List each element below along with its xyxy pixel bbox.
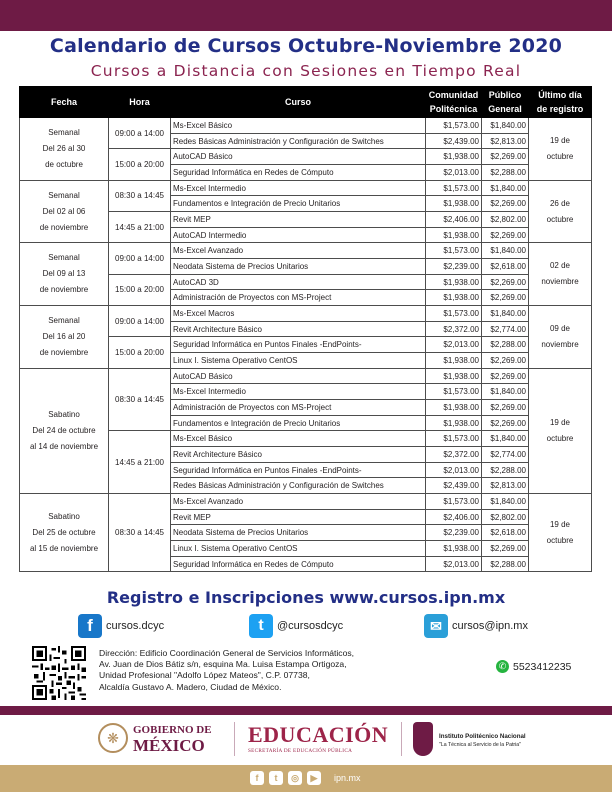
date-line: al 14 de noviembre: [29, 441, 99, 451]
date-line: Del 02 al 06: [42, 206, 86, 216]
ipn-logo: Instituto Politécnico Nacional "La Técnica al Servicio de la Patria": [439, 733, 526, 748]
price-publico-cell: $2,618.00: [482, 525, 529, 541]
facebook-contact[interactable]: [78, 613, 164, 639]
time-cell: 15:00 a 20:00: [109, 274, 171, 305]
course-name-cell: Ms-Excel Macros: [171, 306, 426, 322]
registration-deadline-cell: [529, 180, 592, 243]
date-line: Del 24 de octubre: [32, 425, 96, 435]
price-comunidad-cell: $1,938.00: [426, 274, 482, 290]
course-name-cell: Revit MEP: [171, 509, 426, 525]
price-publico-cell: $2,269.00: [482, 149, 529, 165]
date-line: Semanal: [48, 253, 80, 263]
deadline-line: 02 de: [549, 261, 571, 271]
course-name-cell: Linux I. Sistema Operativo CentOS: [171, 541, 426, 557]
price-publico-cell: $2,269.00: [482, 368, 529, 384]
logo-separator: [401, 722, 402, 756]
date-range-cell: [20, 494, 109, 572]
course-name-cell: Revit Architecture Básico: [171, 447, 426, 463]
course-name-cell: AutoCAD Básico: [171, 368, 426, 384]
course-name-cell: Administración de Proyectos con MS-Project: [171, 290, 426, 306]
price-comunidad-cell: $1,938.00: [426, 368, 482, 384]
header-hora: Hora: [109, 87, 171, 118]
price-comunidad-cell: $1,938.00: [426, 290, 482, 306]
date-line: Semanal: [48, 127, 80, 137]
deadline-line: octubre: [546, 214, 574, 224]
date-line: Semanal: [48, 190, 80, 200]
price-comunidad-cell: $1,573.00: [426, 431, 482, 447]
price-publico-cell: $2,269.00: [482, 400, 529, 416]
price-comunidad-cell: $1,938.00: [426, 227, 482, 243]
price-comunidad-cell: $1,573.00: [426, 494, 482, 510]
course-name-cell: Ms-Excel Intermedio: [171, 180, 426, 196]
price-comunidad-cell: $2,439.00: [426, 133, 482, 149]
facebook-handle[interactable]: cursos.dcyc: [106, 620, 165, 632]
price-publico-cell: $1,840.00: [482, 180, 529, 196]
deadline-line: octubre: [546, 433, 574, 443]
price-comunidad-cell: $2,239.00: [426, 259, 482, 275]
price-comunidad-cell: $2,239.00: [426, 525, 482, 541]
price-publico-cell: $2,269.00: [482, 541, 529, 557]
course-name-cell: AutoCAD Básico: [171, 149, 426, 165]
header-fecha: Fecha: [20, 87, 109, 118]
course-name-cell: Revit Architecture Básico: [171, 321, 426, 337]
date-range-cell: [20, 306, 109, 369]
qr-code[interactable]: [32, 646, 86, 700]
mexico-eagle-icon: ❋: [98, 723, 128, 753]
top-banner: [0, 0, 612, 31]
course-name-cell: Ms-Excel Intermedio: [171, 384, 426, 400]
price-comunidad-cell: $1,573.00: [426, 384, 482, 400]
email-contact[interactable]: [424, 613, 528, 639]
time-cell: 15:00 a 20:00: [109, 337, 171, 368]
gobierno-logo: GOBIERNO DE MÉXICO: [133, 724, 212, 755]
twitter-contact[interactable]: [249, 613, 343, 639]
price-comunidad-cell: $2,013.00: [426, 556, 482, 572]
date-line: al 15 de noviembre: [29, 543, 99, 553]
course-name-cell: Seguridad Informática en Puntos Finales -EndPoints-: [171, 462, 426, 478]
logo-separator: [234, 722, 235, 756]
price-publico-cell: $2,618.00: [482, 259, 529, 275]
deadline-line: 26 de: [549, 198, 571, 208]
deadline-line: 19 de: [549, 135, 571, 145]
price-comunidad-cell: $1,938.00: [426, 149, 482, 165]
deadline-line: 09 de: [549, 323, 571, 333]
date-line: de noviembre: [39, 285, 89, 295]
course-name-cell: Revit MEP: [171, 212, 426, 228]
registration-deadline-cell: [529, 118, 592, 181]
website-link[interactable]: ipn.mx: [334, 773, 361, 783]
price-comunidad-cell: $1,938.00: [426, 353, 482, 369]
table-row: [20, 243, 592, 259]
price-publico-cell: $2,288.00: [482, 337, 529, 353]
time-cell: 14:45 a 21:00: [109, 431, 171, 494]
table-row: [20, 180, 592, 196]
price-publico-cell: $2,774.00: [482, 321, 529, 337]
deadline-line: noviembre: [541, 277, 579, 287]
price-publico-cell: $2,269.00: [482, 415, 529, 431]
course-name-cell: Redes Básicas Administración y Configuración de Switches: [171, 478, 426, 494]
institution-logos: [0, 718, 612, 763]
address-line: Alcaldía Gustavo A. Madero, Ciudad de México.: [99, 681, 282, 692]
price-comunidad-cell: $1,573.00: [426, 180, 482, 196]
course-name-cell: Linux I. Sistema Operativo CentOS: [171, 353, 426, 369]
twitter-icon: t: [249, 614, 273, 638]
price-publico-cell: $1,840.00: [482, 494, 529, 510]
price-publico-cell: $2,813.00: [482, 133, 529, 149]
price-comunidad-cell: $2,406.00: [426, 212, 482, 228]
price-publico-cell: $1,840.00: [482, 306, 529, 322]
mail-icon: ✉: [424, 614, 448, 638]
registration-deadline-cell: [529, 494, 592, 572]
twitter-icon[interactable]: t: [269, 771, 283, 785]
registration-title: Registro e Inscripciones www.cursos.ipn.mx: [106, 588, 506, 607]
price-publico-cell: $2,288.00: [482, 462, 529, 478]
header-comunidad: Comunidad Politécnica: [426, 87, 482, 118]
course-name-cell: AutoCAD Intermedio: [171, 227, 426, 243]
price-publico-cell: $1,840.00: [482, 384, 529, 400]
time-cell: 08:30 a 14:45: [109, 180, 171, 211]
ipn-shield-icon: [413, 722, 433, 756]
price-publico-cell: $2,269.00: [482, 290, 529, 306]
price-publico-cell: $1,840.00: [482, 243, 529, 259]
course-name-cell: Seguridad Informática en Redes de Cómputo: [171, 165, 426, 181]
header-curso: Curso: [171, 87, 426, 118]
whatsapp-number[interactable]: 5523412235: [513, 660, 572, 673]
table-body: [20, 118, 592, 572]
address-line: Unidad Profesional "Adolfo López Mateos", C.P. 07738,: [99, 670, 310, 681]
price-publico-cell: $2,269.00: [482, 274, 529, 290]
price-comunidad-cell: $1,938.00: [426, 415, 482, 431]
price-publico-cell: $2,269.00: [482, 353, 529, 369]
address-block: [99, 648, 354, 693]
youtube-icon[interactable]: ▶: [307, 771, 321, 785]
price-publico-cell: $2,269.00: [482, 196, 529, 212]
price-publico-cell: $2,269.00: [482, 227, 529, 243]
date-line: Del 16 al 20: [42, 331, 86, 341]
price-comunidad-cell: $1,573.00: [426, 118, 482, 134]
date-line: de noviembre: [39, 347, 89, 357]
table-header-row: [20, 87, 592, 118]
price-publico-cell: $2,813.00: [482, 478, 529, 494]
time-cell: 08:30 a 14:45: [109, 494, 171, 572]
sep-logo: EDUCACIÓN SECRETARÍA DE EDUCACIÓN PÚBLICA: [248, 722, 389, 754]
price-comunidad-cell: $1,938.00: [426, 196, 482, 212]
course-name-cell: Fundamentos e Integración de Precio Unitarios: [171, 415, 426, 431]
table-row: [20, 368, 592, 384]
course-name-cell: Ms-Excel Básico: [171, 118, 426, 134]
address-line: Dirección: Edificio Coordinación General de Servicios Informáticos,: [99, 648, 355, 658]
page-title: Calendario de Cursos Octubre-Noviembre 2020: [49, 35, 563, 57]
course-name-cell: AutoCAD 3D: [171, 274, 426, 290]
date-line: Semanal: [48, 315, 80, 325]
price-publico-cell: $2,288.00: [482, 165, 529, 181]
date-range-cell: [20, 243, 109, 306]
price-publico-cell: $2,802.00: [482, 212, 529, 228]
table-row: [20, 306, 592, 322]
price-comunidad-cell: $1,938.00: [426, 400, 482, 416]
deadline-line: octubre: [546, 535, 574, 545]
time-cell: 09:00 a 14:00: [109, 243, 171, 274]
time-cell: 09:00 a 14:00: [109, 118, 171, 149]
time-cell: 09:00 a 14:00: [109, 306, 171, 337]
price-comunidad-cell: $2,013.00: [426, 337, 482, 353]
price-publico-cell: $2,802.00: [482, 509, 529, 525]
address-line: Av. Juan de Dios Bátiz s/n, esquina Ma. Luisa Estampa Ortigoza,: [99, 659, 347, 670]
course-name-cell: Redes Básicas Administración y Configuración de Switches: [171, 133, 426, 149]
table-row: [20, 494, 592, 510]
header-registro: Último día de registro: [529, 87, 592, 118]
price-comunidad-cell: $1,573.00: [426, 306, 482, 322]
course-name-cell: Seguridad Informática en Puntos Finales -EndPoints-: [171, 337, 426, 353]
date-line: de noviembre: [39, 222, 89, 232]
date-line: Del 25 de octubre: [32, 527, 96, 537]
table-row: [20, 118, 592, 134]
time-cell: 08:30 a 14:45: [109, 368, 171, 431]
email-address[interactable]: cursos@ipn.mx: [452, 620, 528, 632]
course-name-cell: Neodata Sistema de Precios Unitarios: [171, 259, 426, 275]
registration-deadline-cell: [529, 306, 592, 369]
course-name-cell: Seguridad Informática en Redes de Cómputo: [171, 556, 426, 572]
twitter-handle[interactable]: @cursosdcyc: [277, 620, 344, 632]
price-comunidad-cell: $2,372.00: [426, 321, 482, 337]
price-comunidad-cell: $1,573.00: [426, 243, 482, 259]
whatsapp-icon: ✆: [496, 660, 509, 673]
price-comunidad-cell: $2,013.00: [426, 462, 482, 478]
date-line: Sabatino: [48, 409, 80, 419]
deadline-line: 19 de: [549, 519, 571, 529]
facebook-icon: f: [78, 614, 102, 638]
date-line: de octubre: [45, 159, 83, 169]
time-cell: 14:45 a 21:00: [109, 212, 171, 243]
footer-divider-bar: [0, 706, 612, 715]
course-name-cell: Neodata Sistema de Precios Unitarios: [171, 525, 426, 541]
course-name-cell: Ms-Excel Básico: [171, 431, 426, 447]
course-name-cell: Fundamentos e Integración de Precio Unitarios: [171, 196, 426, 212]
whatsapp-contact[interactable]: [496, 660, 571, 673]
deadline-line: noviembre: [541, 339, 579, 349]
deadline-line: octubre: [546, 151, 574, 161]
date-range-cell: [20, 368, 109, 493]
price-publico-cell: $1,840.00: [482, 431, 529, 447]
instagram-icon[interactable]: ◎: [288, 771, 302, 785]
course-name-cell: Ms-Excel Avanzado: [171, 243, 426, 259]
course-name-cell: Administración de Proyectos con MS-Project: [171, 400, 426, 416]
course-name-cell: Ms-Excel Avanzado: [171, 494, 426, 510]
page-subtitle: Cursos a Distancia con Sesiones en Tiempo Real: [90, 62, 522, 80]
date-range-cell: [20, 180, 109, 243]
price-comunidad-cell: $2,439.00: [426, 478, 482, 494]
time-cell: 15:00 a 20:00: [109, 149, 171, 180]
price-comunidad-cell: $1,938.00: [426, 541, 482, 557]
price-publico-cell: $2,288.00: [482, 556, 529, 572]
date-line: Del 26 al 30: [42, 143, 86, 153]
registration-deadline-cell: [529, 368, 592, 493]
price-comunidad-cell: $2,372.00: [426, 447, 482, 463]
date-line: Sabatino: [48, 511, 80, 521]
price-publico-cell: $2,774.00: [482, 447, 529, 463]
deadline-line: 19 de: [549, 417, 571, 427]
date-line: Del 09 al 13: [42, 269, 86, 279]
facebook-icon[interactable]: f: [250, 771, 264, 785]
price-comunidad-cell: $2,406.00: [426, 509, 482, 525]
social-icons: [250, 771, 321, 785]
price-comunidad-cell: $2,013.00: [426, 165, 482, 181]
price-publico-cell: $1,840.00: [482, 118, 529, 134]
registration-deadline-cell: [529, 243, 592, 306]
header-publico: Público General: [482, 87, 529, 118]
course-schedule-table: [19, 86, 592, 572]
date-range-cell: [20, 118, 109, 181]
